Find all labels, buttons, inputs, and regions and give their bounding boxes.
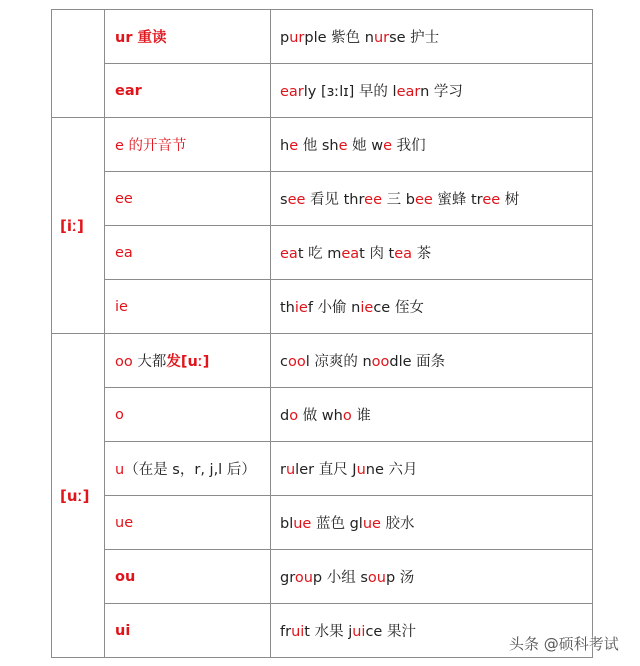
spelling-cell (105, 388, 271, 442)
phoneme-cell: [uː] (52, 334, 105, 658)
text-run: ie (115, 298, 128, 315)
text-run: 蓝色 gl (311, 516, 363, 532)
table-row (52, 334, 593, 388)
text-run: ee (115, 190, 133, 207)
example-cell (271, 64, 593, 118)
text-run: p 小组 s (312, 570, 368, 586)
text-run: ler 直尺 J (295, 462, 357, 478)
text-run: e (338, 138, 348, 154)
example-cell (271, 334, 593, 388)
spelling-cell (105, 118, 271, 172)
watermark: 头条 @硕科考试 (509, 635, 619, 653)
table-row (52, 496, 593, 550)
spelling-cell (105, 442, 271, 496)
text-run: t 水果 j (304, 624, 353, 640)
text-run: t 肉 t (359, 246, 395, 262)
table-row (52, 442, 593, 496)
text-run: ue (115, 514, 134, 531)
text-run: c (280, 354, 288, 370)
text-run: l 凉爽的 n (305, 354, 372, 370)
text-run: o (342, 408, 352, 424)
text-run: e 的开音节 (115, 138, 187, 154)
text-run: （在是 s，r, j,l 后） (124, 462, 256, 478)
text-run: ui (115, 622, 131, 639)
text-run: 发[uː] (166, 354, 210, 370)
text-run: ea (115, 244, 133, 261)
text-run: ui (352, 624, 366, 640)
spelling-cell (105, 64, 271, 118)
example-cell (271, 10, 593, 64)
text-run: ea (394, 246, 413, 262)
spelling-cell (105, 604, 271, 658)
text-run: oo (371, 354, 390, 370)
text-run: ce 果汁 (365, 624, 416, 640)
example-cell (271, 388, 593, 442)
example-cell (271, 172, 593, 226)
text-run: u (285, 462, 296, 478)
phoneme-cell (52, 10, 105, 118)
text-run: gr (280, 570, 295, 586)
text-run: ple 紫色 n (304, 30, 374, 46)
phonics-table (51, 9, 593, 658)
text-run: fr (280, 624, 292, 640)
text-run: ou (294, 570, 313, 586)
text-run: r (280, 462, 286, 478)
text-run: 他 sh (298, 138, 339, 154)
text-run: ou (367, 570, 386, 586)
text-run: 树 (500, 192, 520, 208)
text-run: 做 wh (298, 408, 343, 424)
text-run: ur (373, 30, 390, 46)
text-run: dle 面条 (389, 354, 446, 370)
text-run: th (280, 300, 295, 316)
text-run: se 护士 (389, 30, 440, 46)
spelling-cell (105, 10, 271, 64)
text-run: 看见 thr (305, 192, 365, 208)
text-run: o (289, 408, 299, 424)
text-run: d (280, 408, 290, 424)
text-run: n 学习 (420, 84, 463, 100)
text-run: 三 b (382, 192, 415, 208)
text-run: ce 侄女 (373, 300, 424, 316)
text-run: 她 w (347, 138, 384, 154)
table-row (52, 10, 593, 64)
text-run: 茶 (412, 246, 432, 262)
spelling-cell (105, 550, 271, 604)
text-run: oo (287, 354, 306, 370)
text-run: e (289, 138, 299, 154)
text-run: ear (280, 84, 304, 100)
text-run: ee (287, 192, 306, 208)
text-run: e (383, 138, 393, 154)
table-row (52, 172, 593, 226)
text-run: 我们 (392, 138, 426, 154)
text-run: t 吃 m (297, 246, 342, 262)
example-cell (271, 226, 593, 280)
text-run: ea (280, 246, 298, 262)
text-run: ur (289, 30, 305, 46)
text-run: bl (280, 516, 294, 532)
text-run: ee (364, 192, 382, 208)
example-cell (271, 550, 593, 604)
text-run: u (115, 462, 125, 478)
example-cell (271, 118, 593, 172)
table-row (52, 550, 593, 604)
text-run: ui (291, 624, 305, 640)
table-row (52, 388, 593, 442)
table-row (52, 226, 593, 280)
example-cell (271, 442, 593, 496)
text-run: p (280, 30, 290, 46)
spelling-cell (105, 334, 271, 388)
text-run: ea (341, 246, 360, 262)
text-run: ou (115, 568, 136, 585)
text-run: 谁 (351, 408, 371, 424)
spelling-cell (105, 496, 271, 550)
text-run: ear (115, 82, 142, 99)
table-row (52, 118, 593, 172)
text-run: u (356, 462, 366, 478)
table-row (52, 280, 593, 334)
example-cell (271, 280, 593, 334)
text-run: o (115, 406, 124, 423)
text-run: ear (396, 84, 421, 100)
phoneme-cell: [iː] (52, 118, 105, 334)
spelling-cell (105, 280, 271, 334)
text-run: f 小偷 n (307, 300, 361, 316)
text-run: ue (293, 516, 312, 532)
text-run: p 汤 (385, 570, 415, 586)
text-run: ur 重读 (115, 30, 167, 46)
text-run: oo (115, 354, 133, 370)
table-row (52, 64, 593, 118)
spelling-cell (105, 172, 271, 226)
example-cell (271, 496, 593, 550)
text-run: 蜜蜂 tr (432, 192, 483, 208)
text-run: ue (362, 516, 381, 532)
text-run: ie (360, 300, 374, 316)
text-run: ly [ɜːlɪ] 早的 l (303, 84, 397, 100)
text-run: 大都 (132, 354, 167, 370)
text-run: ne 六月 (365, 462, 418, 478)
spelling-cell (105, 226, 271, 280)
text-run: ie (294, 300, 308, 316)
text-run: ee (482, 192, 501, 208)
text-run: s (280, 192, 288, 208)
text-run: h (280, 138, 290, 154)
text-run: ee (414, 192, 433, 208)
text-run: 胶水 (380, 516, 415, 532)
